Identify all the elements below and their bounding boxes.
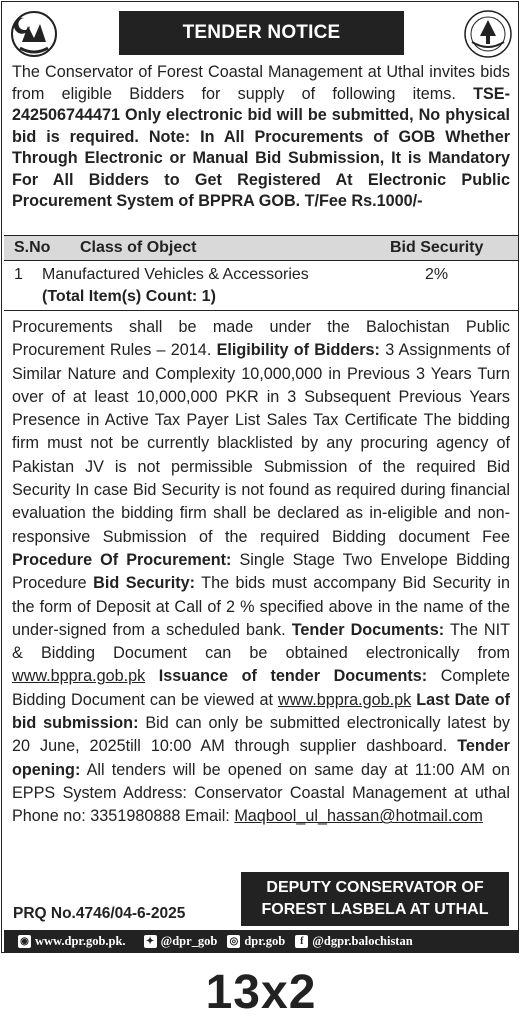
intro-bold-text: TSE-242506744471 Only electronic bid will be submitted, No physical bid is required. Note: In All Procurements of GOB Whether Through Electronic or Manual Bid Submission, It is Mandatory For All Bidders to Get Registered At Electronic Public Procurement System of BPPRA GOB. T/Fee Rs.1000/- (12, 84, 510, 210)
instagram-icon: ◎ (227, 935, 240, 948)
heading-issuance: Issuance of tender Documents: (145, 667, 428, 686)
body-text-4: The bids must accompany Bid Security in the form of Deposit at Call of 2 % specified above in the name of the under-signed from a scheduled bank. (12, 574, 510, 639)
body-text-1: Procurements shall be made under the Balochistan Public Procurement Rules – 2014. (12, 318, 510, 360)
footer-twitter-text: @dpr_gob (160, 933, 218, 948)
email-link[interactable]: Maqbool_ul_hassan@hotmail.com (234, 807, 483, 826)
cell-bid-security: 2% (425, 266, 449, 283)
body-text-3: Single Stage Two Envelope Bidding Procedure (12, 550, 510, 593)
heading-tender-documents: Tender Documents: (291, 620, 445, 639)
footer-facebook-text: @dgpr.balochistan (312, 933, 413, 948)
footer-website[interactable] (18, 934, 126, 949)
notice-title: TENDER NOTICE (119, 11, 404, 55)
cell-item-count: (Total Item(s) Count: 1) (42, 288, 216, 305)
signature-line-2: FOREST LASBELA AT UTHAL (261, 901, 489, 918)
heading-last-date: Last Date of bid submission: (12, 690, 510, 733)
intro-plain-text: The Conservator of Forest Coastal Management at Uthal invites bids from eligible Bidders for supply of following items. (12, 63, 510, 103)
header-class-of-object: Class of Object (80, 239, 197, 256)
body-text-6: Complete Bidding Document can be viewed at (12, 667, 510, 709)
table-header (4, 235, 518, 261)
footer-facebook[interactable] (295, 934, 412, 949)
ad-size-label: 13x2 (205, 966, 317, 1019)
forest-department-emblem-icon (462, 8, 514, 60)
body-text-2: 3 Assignments of Similar Nature and Complexity 10,000,000 in Previous 3 Years Turn over of at least 10,000,000 PKR in 3 Subsequent Previous Years Presence in Active Tax Payer List Sales Tax Certificate The bidding firm must not be currently blacklisted by any procuring agency of Pakistan JV is not permissible Submission of the required Bid Security In case Bid Security is not found as required during financial evaluation the bidding firm shall be declared as in-eligible and non-responsive Submission of the required Bidding document Fee (12, 341, 510, 546)
footer-twitter[interactable] (144, 934, 218, 949)
heading-procedure: Procedure Of Procurement: (12, 550, 232, 569)
prq-number: PRQ No.4746/04-6-2025 (13, 905, 186, 922)
footer-website-text: www.dpr.gob.pk. (35, 933, 126, 948)
header-bid-security: Bid Security (390, 239, 484, 256)
footer-instagram[interactable] (227, 934, 285, 949)
header-sno: S.No (14, 239, 51, 256)
heading-bid-security: Bid Security: (93, 574, 195, 593)
footer-bar (4, 930, 518, 952)
body-text-7: Bid can only be submitted electronically latest by 20 June, 2025till 10:00 AM through supplier dashboard. (12, 714, 510, 756)
bppra-link[interactable]: www.bppra.gob.pk (12, 667, 146, 686)
signature-block (241, 872, 509, 926)
footer-instagram-text: dpr.gob (244, 933, 286, 948)
cell-class-of-object: Manufactured Vehicles & Accessories (42, 266, 309, 283)
tender-details (12, 316, 510, 829)
government-emblem-icon (8, 8, 60, 60)
cell-sno: 1 (14, 266, 23, 283)
body-text-8: All tenders will be opened on same day at 11:00 AM on EPPS System Address: Conservator Coastal Management at uthal Phone no: 3351980888 Email: (12, 760, 510, 826)
facebook-icon: f (295, 935, 308, 948)
twitter-icon: ✦ (144, 935, 157, 948)
table-row (4, 262, 518, 311)
globe-icon: ◉ (18, 935, 31, 948)
signature-line-1: DEPUTY CONSERVATOR OF (266, 879, 484, 896)
heading-eligibility: Eligibility of Bidders: (216, 341, 380, 360)
intro-paragraph (12, 62, 510, 213)
bppra-link-2[interactable]: www.bppra.gob.pk (278, 690, 412, 709)
heading-tender-opening: Tender opening: (12, 737, 510, 779)
body-text-5: The NIT & Bidding Document can be obtained electronically from (12, 620, 510, 663)
